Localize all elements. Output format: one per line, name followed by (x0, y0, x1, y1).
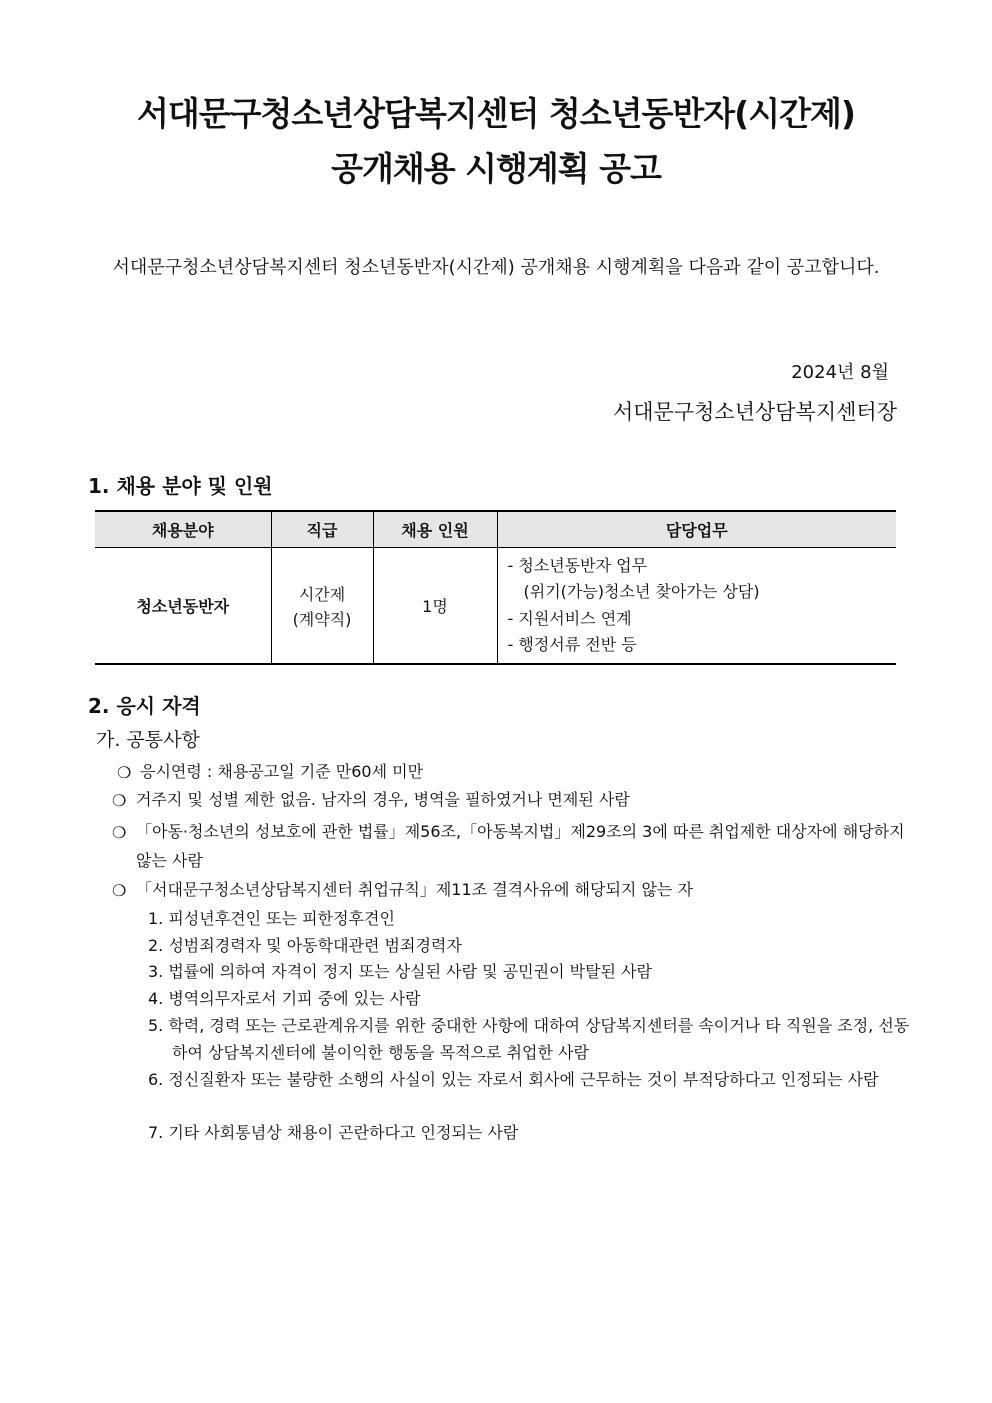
numbered-item: 5. 학력, 경력 또는 근로관계유지를 위한 중대한 사항에 대하여 상담복지센터를 속이거나 타 직원을 조정, 선동하여 상담복지센터에 불이익한 행동을 목적으로 취업한 사람 (148, 1016, 910, 1062)
numbered-item: 6. 정신질환자 또는 불량한 소행의 사실이 있는 자로서 회사에 근무하는 것이 부적당하다고 인정되는 사람 (148, 1070, 879, 1089)
circle-bullet-icon: ❍ (117, 763, 132, 782)
header-count: 채용 인원 (373, 511, 497, 548)
numbered-item: 3. 법률에 의하여 자격이 정지 또는 상실된 사람 및 공민권이 박탈된 사람 (148, 962, 652, 981)
circle-bullet-icon: ❍ (112, 791, 127, 810)
duty-item: - 행정서류 전반 등 (507, 635, 637, 654)
list-item (117, 758, 919, 785)
numbered-item: 1. 피성년후견인 또는 피한정후견인 (148, 909, 395, 928)
cell-duties (497, 548, 896, 665)
header-duties: 담당업무 (497, 511, 896, 548)
list-item (112, 876, 920, 903)
header-field: 채용분야 (95, 511, 271, 548)
cell-count: 1명 (373, 548, 497, 665)
duty-item: - 청소년동반자 업무 (507, 555, 648, 575)
duty-item: - 지원서비스 연계 (507, 608, 632, 628)
grade-line2: (계약직) (292, 609, 352, 629)
list-item (112, 817, 920, 875)
intro-text: 서대문구청소년상담복지센터 청소년동반자(시간제) 공개채용 시행계획을 다음과 같이 공고합니다. (112, 257, 880, 278)
numbered-item: 7. 기타 사회통념상 채용이 곤란하다고 인정되는 사람 (148, 1123, 519, 1142)
circle-bullet-icon: ❍ (112, 823, 127, 842)
page-title-line2: 공개채용 시행계획 공고 (331, 149, 661, 188)
list-item (112, 786, 920, 813)
section1-heading: 1. 채용 분야 및 인원 (88, 474, 273, 498)
header-grade: 직급 (271, 511, 373, 548)
table-header-row (95, 511, 896, 548)
page-title-line1: 서대문구청소년상담복지센터 청소년동반자(시간제) (137, 94, 855, 133)
table-row (95, 548, 896, 665)
circle-bullet-icon: ❍ (112, 881, 127, 900)
numbered-item: 4. 병역의무자로서 기피 중에 있는 사람 (148, 989, 421, 1008)
grade-line1: 시간제 (298, 584, 346, 604)
recruitment-table (95, 510, 896, 665)
announcement-date: 2024년 8월 (791, 362, 889, 383)
bullet-text: 「서대문구청소년상담복지센터 취업규칙」제11조 결격사유에 해당되지 않는 자 (136, 880, 693, 899)
bullet-text: 거주지 및 성별 제한 없음. 남자의 경우, 병역을 필하였거나 면제된 사람 (136, 790, 630, 809)
duty-item: (위기(가능)청소년 찾아가는 상담) (523, 582, 760, 601)
bullet-text: 응시연령 : 채용공고일 기준 만60세 미만 (140, 762, 424, 781)
subsection-common: 가. 공통사항 (96, 729, 200, 751)
cell-field: 청소년동반자 (95, 548, 271, 665)
section2-heading: 2. 응시 자격 (88, 694, 201, 718)
bullet-text: 「아동·청소년의 성보호에 관한 법률」제56조,「아동복지법」제29조의 3에 따른 취업제한 대상자에 해당하지 않는 사람 (136, 822, 905, 870)
numbered-item: 2. 성범죄경력자 및 아동학대관련 범죄경력자 (148, 936, 462, 955)
issuing-organization: 서대문구청소년상담복지센터장 (612, 400, 897, 424)
cell-grade (271, 548, 373, 665)
